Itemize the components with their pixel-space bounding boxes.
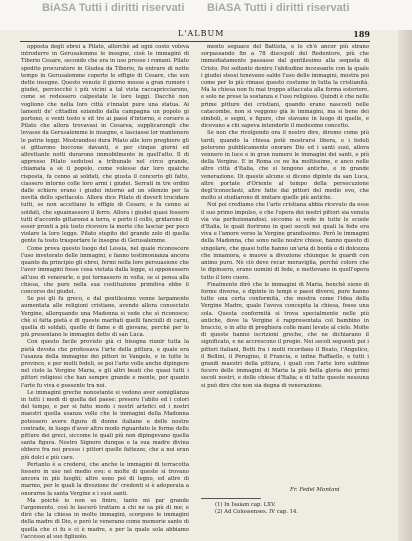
right-column — [201, 44, 369, 487]
author-signature: Fr. Fedel Montani — [290, 487, 340, 493]
paragraph: Ma poichè io non so finire, tanto mi par grande l'argomento, così lo lascerò trattare a chi ne sa più di me; e dirò che la chiesa in molte immagini, scorgono le immagini della madre di Dio, e però le venerano come memorie sante di quella che ci fu e ci è madre, e per la quale sola abbiamo l'accesso al suo figliuolo. — [21, 497, 189, 540]
paragraph: Come prova questo luogo del Lessia, nel quale riconoscere l'uso inveterato delle immagini, e fanno testimonianza ancora quanto da principio gli ebrei, fermi nella loro persuasione che l'aver immagini fosse cosa vietata dalla legge, si opponessero all'uso di venerarle, e poi tornassero in volta, se si pensa alla chiesa, che pure nella sua costituzione primitiva ebbe il concorso dei giudei. — [21, 245, 189, 295]
paragraph: opposta degli ebrei a Pilato, allorchè ad ogni costo voleva introdurre in Gerusalemme le insegne, cioè le immagini di Tiberio Cesare, secondo che era in uso presso i romani. Pilato spedito procuratore in Giudea da Tiberio, fa entrare di notte tempo in Gerusalemme coperte le effigie di Cesare, che son dette insegne. Questo venuto il giorno mosse a gran rumore i giudei, perciocchè i più vicini a tal vista raccapricciarono, come se redessero calpestate le loro leggi. Dacchè non vogliono che nella loro città s'innalzi pure una statua. Ai lamenti de' cittadini eziandio dalla campagna un popolo gi portono, e venti tosto e sit tre ai paesi d'intorno, e corsero a Pilato che allora trovavasi in Cesarea, supplicarongli che levasse da Gerusalemme le insegne, e lasciasse lor mantenere le patrie leggi. Mostrandosi dura Pilato alle loro preghiere gli si gittarono boccone davanti, e per cinque giorni ed altrettante notti durarono immobilmente in quell'atto. Il di appresso Pilato sedutosi a tribunale nel circo grande, chiamata a sè il popolo, come volesse dar loro qualche risposta, fa cenno ai soldati, che giusta il concerto gli fatto, ciassero intorno colle loro armi i giudei. Serrati in tre ordini dalle schiere erano i giudei intorno ad un silenzio per la novità dello spettacolo. Allora dice Pilato di doverli trucidare tutti, se non accettano le effigie di Cesare, e fa cenno ai soldati, che sguainassero il ferro. Allora i giudei quasi fossero tutti d'accordo gittaronsi a terra, e porto il collo, gridarono di esser pronti a più tosto ricevere la morte che lasciar per poco violare la loro legge. Pilato stupito del grande zelo di quella gente fa tosto trasportare le insegne di Gerusalemme. — [21, 44, 189, 245]
running-head: L'ALBUM — [178, 29, 225, 38]
footnote: (2) Ad Colossenses. IV cap. 14. — [215, 509, 299, 515]
paragraph: Noi poi crediamo che l'arte cristiana abbia ricevuto da esse il suo primo impulso, e che l'opera dei nostri pittori sia venuta via via perfezionandosi, siccome si vede in tutte le scuole d'Italia, le quali fiorirono in quei secoli nei quali la fede era viva e l'amore verso la Vergine grandissimo. Però le immagini della Madonna, che sono nelle nostre chiese, hanno questo di singolare, che quasi tutte hanno un'aria di bontà e di dolcezza che innamora, e muove a divozione chiunque le guardi con animo puro. Nè ciò deve recar meraviglia, perchè coloro che le dipinsero, erano uomini di fede, e mettevano in quell'opera tutto il loro cuore. — [201, 202, 369, 281]
footnote: (1) In Isaiam cap. LXV. — [215, 502, 276, 508]
paragraph: Con questo facile provisto già ci bisogna riunir tutta la pietà devota che professava l'arte della pittura, e quale era l'usanza della immagine dei pittori in Vangelo, e in tutte le province, e per molti fedeli, se poi l'arte volle anche dipingere nel cielo la Vergine Maria, e gli altri beati che quasi tutti i pittori religiosi che han sempre grande e mente, per quanto l'arte fu viva e possente tra noi. — [21, 339, 189, 389]
paragraph: Finalmente dirò che le immagini di Maria, benchè sieno di forme diverse, e dipinte in tempi e paesi diversi, pure hanno tutte una certa conformità, che mostra come l'idea della Vergine Madre, quale l'aveva concepita la chiesa, fosse una sola. Questa conformità si trova specialmente nelle più antiche, dove la Vergine è rappresentata col bambino in braccio, o in atto di preghiera colle mani levate al cielo. Molte di queste hanno iscrizioni greche, che ne dichiarano il significato, e ne accrescono il pregio. Nei secoli seguenti poi i pittori italiani, Botti fra i molti ricordano il Beato, l'Angelico, il Bellini, il Perugino, il Francia, e infine Raffaello, e tutti i grandi maestri della pittura, i quali con l'arte loro sublime fecero delle immagini di Maria la più bella gloria dei primi secoli nostri, e delle chiese d'Italia; e di tutte queste nessuna si può dire che non sia degna di venerazione. — [201, 281, 369, 389]
page-header — [20, 29, 370, 42]
footnotes — [215, 502, 298, 516]
paragraph: Se non che rivolgendo ora il nostro dire, diremo come più tardi, quando la chiesa potè mostrarsi libera, e i fedeli poterono pubblicamente onorare Dio ed i santi suoi, allora vennero in luce e in gran numero le immagini dei santi, e più della Vergine. E in Roma ce ne ha moltissime, e anco nelle altre città d'Italia, che si tengono antiche, e in grande venerazione. Di queste alcune si dicono dipinte da san Luca, altre portate d'Oriente al tempo della persecuzione degl'iconoclasti, altre fatte dai pittori del medio evo, che molto si studiarono di imitare quelle più antiche. — [201, 130, 369, 202]
watermark-text: BiASA Tutti i diritti riservati — [207, 2, 350, 14]
watermark-banner — [0, 0, 412, 30]
paragraph: mento seguace del Battista, e lo ch'è ancor più strano sorpassando fin a 78 discepoli del Redentore, più che immediatamente passasse dal gentilesimo alla sequela di Cristo. Poi soltanto dentro l'abitudine incessante con la quale i giudei stessi tenevano saldo l'uso delle immagini, mostra poi come per lo più rimase questo costume in tutta la cristianità. Ma la chiesa non fu mai troppo attaccata alla forma esteriore, e solo ne prese la sostanza e l'uso religioso. Quindi è che nelle prime pitture dei cristiani, quando erano nascosti nelle catacombe, non si veggono già le immagini, ma si bene dei simboli, e segni, e figure, che stavano in luogo di quelle, e dicevano a chi sapeva intenderle il medesimo concetto. — [201, 44, 369, 130]
watermark-text: BiASA Tutti i diritti riservati — [42, 2, 185, 14]
footnote-divider — [201, 498, 261, 499]
page-edge — [398, 30, 412, 541]
paragraph: Pertanto è a credersi, che anche le immagini di terracotta fossero in uso nel medio evo; e molte di queste si trovano ancora in più luoghi; altre sono poi di legno, ed altre di marmo, per le quali la divozione de' credenti si è adoperata a onorarne la santa Vergine e i suoi santi. — [21, 461, 189, 497]
page-number: 189 — [353, 29, 370, 39]
paragraph: Se poi gli fu greco, e dal gentilesimo venne largamente aumentata alle religioni cristiane, avendo allora conosciuto Vergine, allorquando una Madonna si vede che sì riconosce; chè sì fatta pietà e di queste maritati quelli fanciulli di carni, quella di soldati, quelle di fame e di giovane, perchè per lo più presentano le immagini dette di san Luca. — [21, 296, 189, 339]
left-column — [21, 44, 189, 540]
paragraph: Le immagini greche nonostante si vedono aver somiglianza in tutti i modi di quella del paese: presero l'abito ed i colori del tempo, e per si fatto modo i nostri artefici ed i nostri maestri quella usanza volle che le immagini della Madonna potessero avere figura di donne italiane e delle nostre contrade, in luogo d'aver altro modo riguardato le forme delle pitture dei greci, siccome le quali più non dipingevano quella santa figura. Nostro Signore dunque e la sua madre divina ebbero fra noi presso i pittori quelle fattezze, che a noi eran più dolci e più care. — [21, 389, 189, 461]
